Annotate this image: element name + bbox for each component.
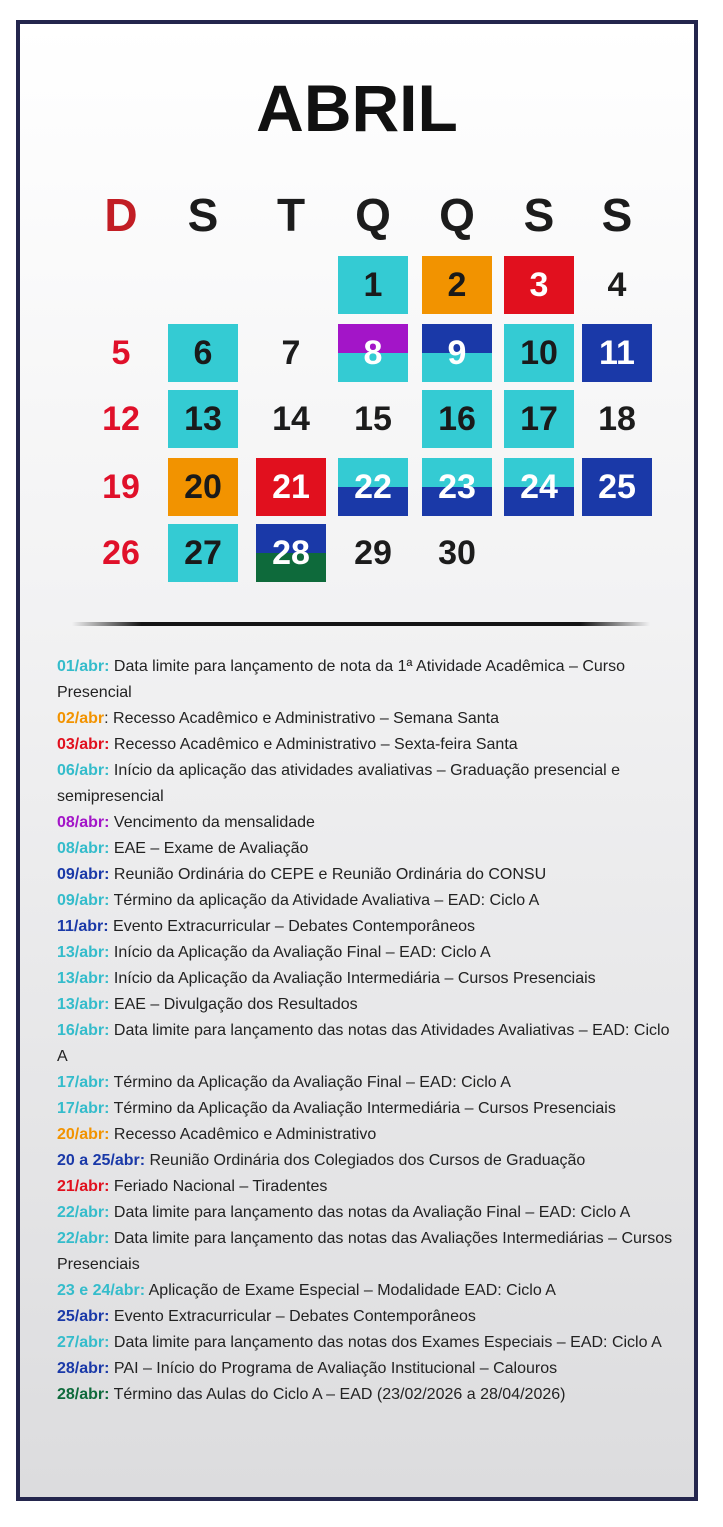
event-text: PAI – Início do Programa de Avaliação Institucional – Calouros	[109, 1360, 558, 1377]
event-text: Evento Extracurricular – Debates Contemporâneos	[109, 1308, 476, 1325]
event-date: 13/abr:	[57, 970, 110, 987]
event-text: Término da Aplicação da Avaliação Intermediária – Cursos Presenciais	[109, 1100, 616, 1117]
weekday-0: D	[104, 189, 138, 241]
day-7: 7	[281, 333, 301, 372]
event-date: 22/abr:	[57, 1230, 110, 1247]
event-date: 09/abr:	[57, 892, 110, 909]
event-item	[57, 966, 677, 992]
day-8: 8	[338, 324, 408, 382]
day-27: 27	[168, 524, 238, 582]
event-date: 27/abr:	[57, 1334, 110, 1351]
event-date: 25/abr:	[57, 1308, 110, 1325]
event-text: Reunião Ordinária dos Colegiados dos Cursos de Graduação	[145, 1152, 586, 1169]
event-item	[57, 1148, 677, 1174]
event-date: 20 a 25/abr:	[57, 1152, 146, 1169]
day-19: 19	[102, 467, 140, 506]
day-29: 29	[354, 533, 392, 572]
event-item	[57, 1200, 677, 1226]
day-1: 1	[338, 256, 408, 314]
event-item	[57, 914, 677, 940]
weekday-2: T	[276, 189, 306, 241]
day-6: 6	[168, 324, 238, 382]
event-item	[57, 732, 677, 758]
event-date: 17/abr:	[57, 1074, 110, 1091]
day-20: 20	[168, 458, 238, 516]
day-5: 5	[111, 333, 131, 372]
day-14: 14	[272, 399, 310, 438]
event-text: EAE – Exame de Avaliação	[109, 840, 309, 857]
day-11: 11	[582, 324, 652, 382]
event-text: Data limite para lançamento das notas das Atividades Avaliativas – EAD: Ciclo A	[57, 1022, 670, 1065]
event-item	[57, 1174, 677, 1200]
event-list	[57, 654, 677, 1408]
event-date: 28/abr:	[57, 1360, 110, 1377]
event-date: 02/abr	[57, 710, 105, 727]
event-text: Data limite para lançamento das notas da Avaliação Final – EAD: Ciclo A	[109, 1204, 631, 1221]
day-28: 28	[256, 524, 326, 582]
month-title: ABRIL	[256, 71, 458, 145]
event-text: Data limite para lançamento de nota da 1ª Atividade Acadêmica – Curso Presencial	[57, 658, 626, 701]
event-item	[57, 1018, 677, 1070]
event-date: 08/abr:	[57, 814, 110, 831]
day-4: 4	[607, 265, 627, 304]
event-text: Recesso Acadêmico e Administrativo – Sexta-feira Santa	[109, 736, 518, 753]
event-item	[57, 1226, 677, 1278]
event-text: Aplicação de Exame Especial – Modalidade EAD: Ciclo A	[145, 1282, 556, 1299]
event-item	[57, 1278, 677, 1304]
event-date: 16/abr:	[57, 1022, 110, 1039]
event-date: 21/abr:	[57, 1178, 110, 1195]
event-item	[57, 836, 677, 862]
day-9: 9	[422, 324, 492, 382]
day-26: 26	[102, 533, 140, 572]
day-21: 21	[256, 458, 326, 516]
event-text: Término da aplicação da Atividade Avaliativa – EAD: Ciclo A	[109, 892, 540, 909]
event-item	[57, 1330, 677, 1356]
day-30: 30	[438, 533, 476, 572]
event-date: 13/abr:	[57, 996, 110, 1013]
event-text: Início da aplicação das atividades avaliativas – Graduação presencial e semipresencial	[57, 762, 620, 805]
event-item	[57, 1304, 677, 1330]
event-date: 22/abr:	[57, 1204, 110, 1221]
event-item	[57, 1096, 677, 1122]
event-date: 01/abr:	[57, 658, 110, 675]
event-text: Término da Aplicação da Avaliação Final – EAD: Ciclo A	[109, 1074, 511, 1091]
day-17: 17	[504, 390, 574, 448]
event-text: Vencimento da mensalidade	[109, 814, 315, 831]
event-date: 09/abr:	[57, 866, 110, 883]
day-15: 15	[354, 399, 392, 438]
event-text: Recesso Acadêmico e Administrativo	[109, 1126, 377, 1143]
event-item	[57, 888, 677, 914]
event-item	[57, 758, 677, 810]
calendar-card	[16, 20, 698, 1501]
event-text: Feriado Nacional – Tiradentes	[109, 1178, 328, 1195]
event-item	[57, 1122, 677, 1148]
event-text: Data limite para lançamento das notas dos Exames Especiais – EAD: Ciclo A	[109, 1334, 662, 1351]
event-item	[57, 1382, 677, 1408]
event-date: 28/abr:	[57, 1386, 110, 1403]
event-text: Data limite para lançamento das notas das Avaliações Intermediárias – Cursos Presenciais	[57, 1230, 673, 1273]
day-13: 13	[168, 390, 238, 448]
event-date: 06/abr:	[57, 762, 110, 779]
day-22: 22	[338, 458, 408, 516]
event-item	[57, 706, 677, 732]
event-text: Evento Extracurricular – Debates Contemporâneos	[108, 918, 475, 935]
event-text: EAE – Divulgação dos Resultados	[109, 996, 358, 1013]
day-2: 2	[422, 256, 492, 314]
day-10: 10	[504, 324, 574, 382]
weekday-5: S	[523, 189, 555, 241]
day-18: 18	[598, 399, 636, 438]
event-date: 08/abr:	[57, 840, 110, 857]
weekday-6: S	[601, 189, 633, 241]
day-12: 12	[102, 399, 140, 438]
event-text: Término das Aulas do Ciclo A – EAD (23/02/2026 a 28/04/2026)	[109, 1386, 566, 1403]
divider	[72, 622, 650, 626]
event-date: 11/abr:	[57, 918, 109, 935]
day-24: 24	[504, 458, 574, 516]
event-date: 03/abr:	[57, 736, 110, 753]
event-text: Início da Aplicação da Avaliação Final – EAD: Ciclo A	[109, 944, 491, 961]
event-item	[57, 992, 677, 1018]
day-3: 3	[504, 256, 574, 314]
event-text: : Recesso Acadêmico e Administrativo – Semana Santa	[104, 710, 500, 727]
event-text: Início da Aplicação da Avaliação Intermediária – Cursos Presenciais	[109, 970, 596, 987]
event-date: 20/abr:	[57, 1126, 110, 1143]
event-item	[57, 654, 677, 706]
weekday-4: Q	[439, 189, 475, 241]
event-item	[57, 1070, 677, 1096]
event-date: 17/abr:	[57, 1100, 110, 1117]
day-16: 16	[422, 390, 492, 448]
event-item	[57, 1356, 677, 1382]
event-item	[57, 862, 677, 888]
event-date: 23 e 24/abr:	[57, 1282, 146, 1299]
event-item	[57, 940, 677, 966]
event-date: 13/abr:	[57, 944, 110, 961]
day-25: 25	[582, 458, 652, 516]
weekday-3: Q	[355, 189, 391, 241]
event-item	[57, 810, 677, 836]
day-23: 23	[422, 458, 492, 516]
event-text: Reunião Ordinária do CEPE e Reunião Ordinária do CONSU	[109, 866, 547, 883]
weekday-1: S	[187, 189, 219, 241]
